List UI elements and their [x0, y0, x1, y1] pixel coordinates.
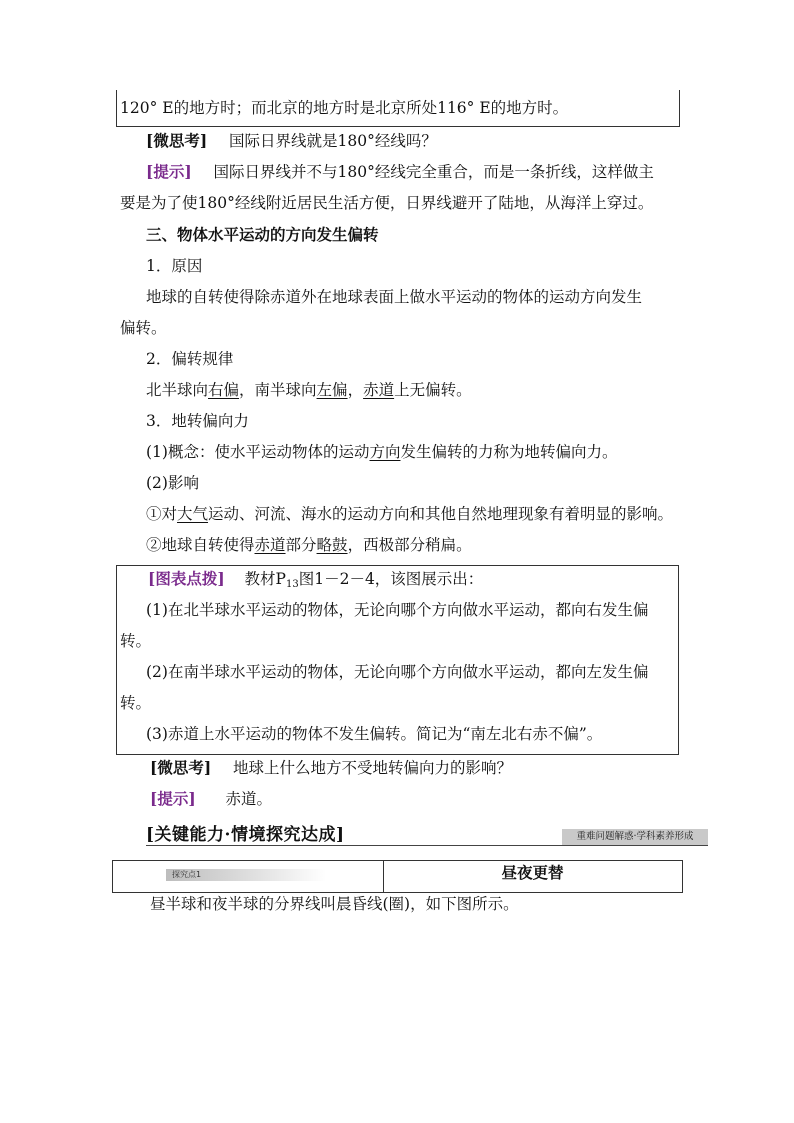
- rule-text: ，南半球向: [239, 381, 317, 399]
- think-label: [微思考]: [150, 758, 212, 777]
- hint-label: [提示]: [146, 162, 192, 181]
- figure-note-text: 图1－2－4，该图展示出：: [298, 570, 484, 588]
- rule-text: ，: [347, 381, 364, 399]
- think-label: [微思考]: [146, 131, 208, 150]
- subheading-deflection-rule: 2．偏转规律: [146, 350, 234, 368]
- explore-point-tag: 探究点1: [166, 869, 326, 881]
- blank-bulge: 略鼓: [316, 536, 348, 554]
- figure-note-label: [图表点拨]: [148, 569, 225, 588]
- influence-text: ②地球自转使得: [146, 536, 255, 554]
- figure-point-2-line-2: 转。: [120, 694, 152, 712]
- influence-item-2: [146, 534, 472, 556]
- rule-text: 北半球向: [146, 381, 209, 399]
- hint-text: 国际日界线并不与180°经线完全重合，而是一条折线，这样做主: [213, 163, 654, 181]
- hint-label: [提示]: [150, 789, 196, 808]
- think-question-text: 地球上什么地方不受地转偏向力的影响？: [233, 759, 513, 777]
- cause-text-line-2: 偏转。: [120, 319, 167, 337]
- key-section-tag: 重难问题解惑·学科素养形成: [562, 829, 708, 845]
- blank-right-deflect: 右偏: [208, 381, 240, 399]
- subheading-cause: 1．原因: [146, 257, 203, 275]
- blank-atmosphere: 大气: [177, 505, 209, 523]
- key-section-heading: [关键能力·情境探究达成]: [146, 825, 345, 845]
- figure-point-2-line-1: (2)在南半球水平运动的物体，无论向哪个方向做水平运动，都向左发生偏: [146, 663, 649, 681]
- blank-equator-2: 赤道: [254, 536, 286, 554]
- section-heading: 三、物体水平运动的方向发生偏转: [146, 225, 379, 244]
- coriolis-concept: [146, 441, 618, 463]
- think-question-2: [150, 757, 512, 779]
- think-question-text: 国际日界线就是180°经线吗？: [229, 132, 437, 150]
- figure-point-1-line-2: 转。: [120, 632, 152, 650]
- terminator-intro: 昼半球和夜半球的分界线叫晨昏线(圈)，如下图所示。: [150, 895, 519, 913]
- figure-note-intro: [148, 568, 483, 596]
- continued-note-text: 120° E的地方时；而北京的地方时是北京所处116° E的地方时。: [120, 99, 569, 117]
- concept-text: 发生偏转的力称为地转偏向力。: [400, 443, 618, 461]
- hint-1-line-1: [146, 161, 654, 183]
- think-question-1: [146, 130, 437, 152]
- hint-1-line-2: 要是为了使180°经线附近居民生活方便，日界线避开了陆地，从海洋上穿过。: [120, 194, 654, 212]
- influence-text: ，西极部分稍扁。: [347, 536, 472, 554]
- influence-text: 运动、河流、海水的运动方向和其他自然地理现象有着明显的影响。: [208, 505, 674, 523]
- explore-point-title: 昼夜更替: [501, 863, 564, 882]
- deflection-rule: [146, 379, 472, 401]
- influence-label: (2)影响: [146, 474, 199, 492]
- influence-text: 部分: [285, 536, 317, 554]
- hint-answer: 赤道。: [225, 790, 273, 808]
- page-subscript: 13: [285, 579, 299, 590]
- hint-2: [150, 788, 272, 810]
- subheading-coriolis: 3．地转偏向力: [146, 412, 249, 430]
- section-divider: [146, 845, 708, 846]
- cause-text-line-1: 地球的自转使得除赤道外在地球表面上做水平运动的物体的运动方向发生: [146, 288, 643, 306]
- influence-text: ①对: [146, 505, 178, 523]
- figure-note-text: 教材P: [244, 570, 286, 588]
- blank-equator: 赤道: [363, 381, 395, 399]
- blank-left-deflect: 左偏: [316, 381, 348, 399]
- figure-point-3: (3)赤道上水平运动的物体不发生偏转。简记为“南左北右赤不偏”。: [146, 725, 603, 743]
- influence-item-1: [146, 503, 673, 525]
- figure-point-1-line-1: (1)在北半球水平运动的物体，无论向哪个方向做水平运动，都向右发生偏: [146, 601, 649, 619]
- concept-label: (1)概念：: [146, 443, 215, 461]
- blank-direction: 方向: [369, 443, 401, 461]
- rule-text: 上无偏转。: [394, 381, 472, 399]
- concept-text: 使水平运动物体的运动: [214, 443, 370, 461]
